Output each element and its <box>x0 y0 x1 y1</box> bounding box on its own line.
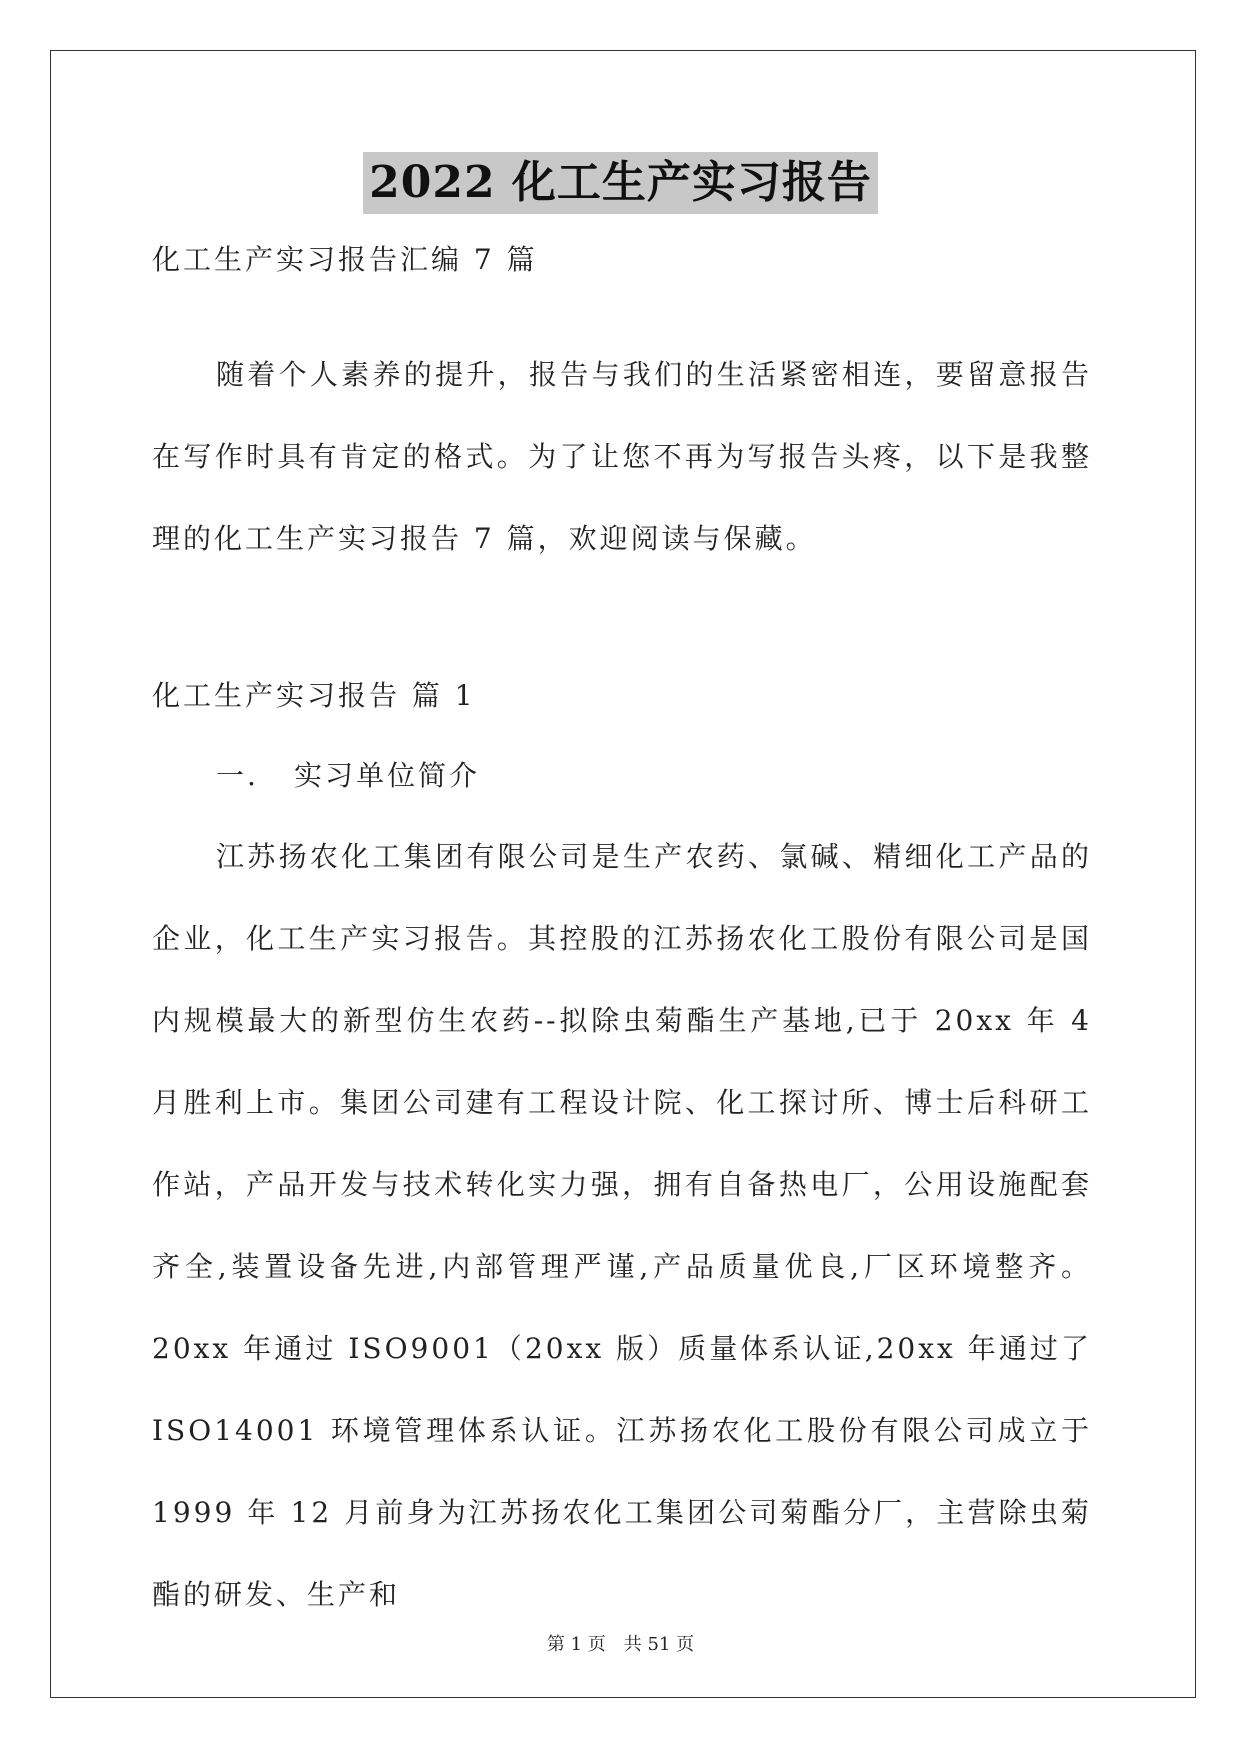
page-footer: 第 1 页 共 51 页 <box>546 1634 695 1655</box>
intro-paragraph: 随着个人素养的提升，报告与我们的生活紧密相连，要留意报告在写作时具有肯定的格式。为了让您不再为写报告头疼，以下是我整理的化工生产实习报告 7 篇，欢迎阅读与保藏。 <box>152 358 1092 555</box>
document-title: 2022 化工生产实习报告 <box>363 152 878 214</box>
document-subtitle: 化工生产实习报告汇编 7 篇 <box>152 243 538 276</box>
body-paragraph: 江苏扬农化工集团有限公司是生产农药、氯碱、精细化工产品的企业，化工生产实习报告。其控股的江苏扬农化工股份有限公司是国内规模最大的新型仿生农药--拟除虫菊酯生产基地,已于 20xx 年 4 月胜利上市。集团公司建有工程设计院、化工探讨所、博士后科研工作站，产品开发与技术转化实力强，拥有自备热电厂，公用设施配套齐全,装置设备先进,内部管理严谨,产品质量优良,厂区环境整齐。20xx 年通过 ISO9001（20xx 版）质量体系认证,20xx 年通过了 ISO14001 环境管理体系认证。江苏扬农化工股份有限公司成立于 1999 年 12 月前身为江苏扬农化工集团公司菊酯分厂，主营除虫菊酯的研发、生产和 <box>152 840 1092 1611</box>
subsection-title: 实习单位简介 <box>294 759 481 792</box>
subsection-heading <box>216 752 480 800</box>
title-container <box>0 152 1241 214</box>
subsection-number: 一. <box>216 759 259 792</box>
section-title: 化工生产实习报告 篇 1 <box>152 679 476 712</box>
